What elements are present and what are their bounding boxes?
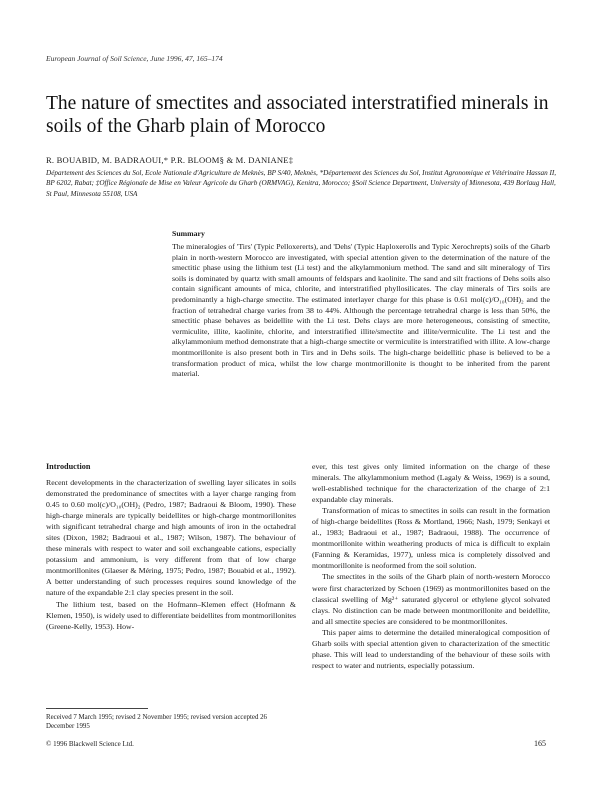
- introduction-heading: Introduction: [46, 462, 91, 471]
- body-paragraph: This paper aims to determine the detailed mineralogical composition of Gharb soils with special attention given to characterization of the smectitic phase. This will lead to understanding of the behaviour of these soils with respect to water and nutrients, especially potassium.: [312, 627, 550, 670]
- journal-citation: European Journal of Soil Science, June 1996, 47, 165–174: [46, 54, 223, 63]
- page-number: 165: [534, 739, 546, 748]
- summary-abstract: [172, 242, 550, 380]
- body-paragraph: Recent developments in the characterization of swelling layer silicates in soils demonstrated the predominance of smectites with a layer charge ranging from 0.45 to 0.60 mol(c)/O₁₀(OH)₂ (Pedro, 1987; Badraoui & Bloom, 1990). These high-charge minerals are typically beidellites or high-charge montmorillonites with significant tetrahedral charge and high amounts of iron in the octahedral sites (Dixon, 1982; Badraoui et al., 1987; Wilson, 1987). The behaviour of these minerals with respect to water and soil exchangeable cations, especially potassium and ammonium, is very different from that of low charge montmorillonites (Glaeser & Méring, 1975; Pedro, 1987; Bouabid et al., 1992). A better understanding of such processes requires sound knowledge of the nature of the expandable 2:1 clay species present in the soil.: [46, 478, 296, 598]
- copyright-notice: © 1996 Blackwell Science Ltd.: [46, 740, 134, 748]
- body-column-right: [312, 461, 550, 671]
- body-paragraph: The smectites in the soils of the Gharb plain of north-western Morocco were first characterized by Schoen (1969) as montmorillonites based on the classical swelling of Mg²⁺ saturated glycerol or ethylene glycol solvated clays. No distinction can be made between montmorillonite and beidellite, and all smectite species are considered to be montmorillonites.: [312, 572, 550, 626]
- paper-title: The nature of smectites and associated interstratified minerals in soils of the Gharb plain of Morocco: [46, 93, 549, 137]
- summary-heading: Summary: [172, 229, 205, 238]
- body-column-left: [46, 477, 296, 632]
- received-dates-note: Received 7 March 1995; revised 2 November 1995; revised version accepted 26 December 1995: [46, 714, 268, 730]
- body-paragraph: The lithium test, based on the Hofmann–Klemen effect (Hofmann & Klemen, 1950), is widely used to differentiate beidellites from montmorillonites (Greene-Kelly, 1953). How-: [46, 599, 296, 631]
- body-paragraph: ever, this test gives only limited information on the charge of these minerals. The alkylammonium method (Lagaly & Weiss, 1969) is a sound, well-established technique for the characterization of the charge of 2:1 expandable clay minerals.: [312, 462, 550, 505]
- author-list: R. BOUABID, M. BADRAOUI,* P.R. BLOOM§ & M. DANIANE‡: [46, 155, 294, 165]
- body-paragraph: Transformation of micas to smectites in soils can result in the formation of high-charge beidellites (Ross & Mortland, 1966; Nash, 1979; Senkayi et al., 1983; Badraoui et al., 1987; Badraoui, 1988). The occurrence of montmorillonite within weathering products of mica is difficult to explain (Fanning & Keramidas, 1977), unless mica is completely dissolved and montmorillonite is neoformed from the soil solution.: [312, 506, 550, 571]
- footnote-divider: [46, 708, 148, 709]
- summary-paragraph: The mineralogies of 'Tirs' (Typic Pelloxererts), and 'Dehs' (Typic Haploxerolls and Typic Xerochrepts) soils of the Gharb plain in north-western Morocco are investigated, with special attention given to the determination of the nature of the smectitic phase using the lithium test (Li test) and the alkylammonium method. The sand and silt mineralogy of Tirs soils is dominated by quartz with small amounts of feldspars and kaolinite. The sand and silt fractions of Dehs soils also contain significant amounts of mica, chlorite, and interstratified phyllosilicates. The clay minerals of Tirs soils are predominantly a high-charge smectite. The estimated interlayer charge for this phase is 0.61 mol(c)/O₁₀(OH)₂ and the fraction of tetrahedral charge varies from 38 to 44%. Although the percentage tetrahedral charge is less than 50%, the smectitic phase behaves as beidellite with the Li test. Dehs clays are more heterogeneous, consisting of smectite, vermiculite, illite, kaolinite, chlorite, and interstratified illite/smectite and illite/vermiculite. The Li test and the alkylammonium method demonstrate that a high-charge smectite or vermiculite is interstratified with illite. A low-charge montmorillonite is also present both in Tirs and in Dehs soils. The high-charge beidellitic phase is believed to be a transformation product of mica, whilst the low charge montmorillonite is thought to be inherited from the parent material.: [172, 242, 550, 379]
- author-affiliations: Département des Sciences du Sol, Ecole Nationale d'Agriculture de Meknès, BP S/40, Meknès, *Département des Sciences du Sol, Institut Agronomique et Vétérinaire Hassan II, BP 6202, Rabat; ‡Office Régionale de Mise en Valeur Agricole du Gharb (ORMVAG), Kenitra, Morocco; §Soil Science Department, University of Minnesota, 439 Borlaug Hall, St Paul, Minnesota 55108, USA: [46, 169, 557, 198]
